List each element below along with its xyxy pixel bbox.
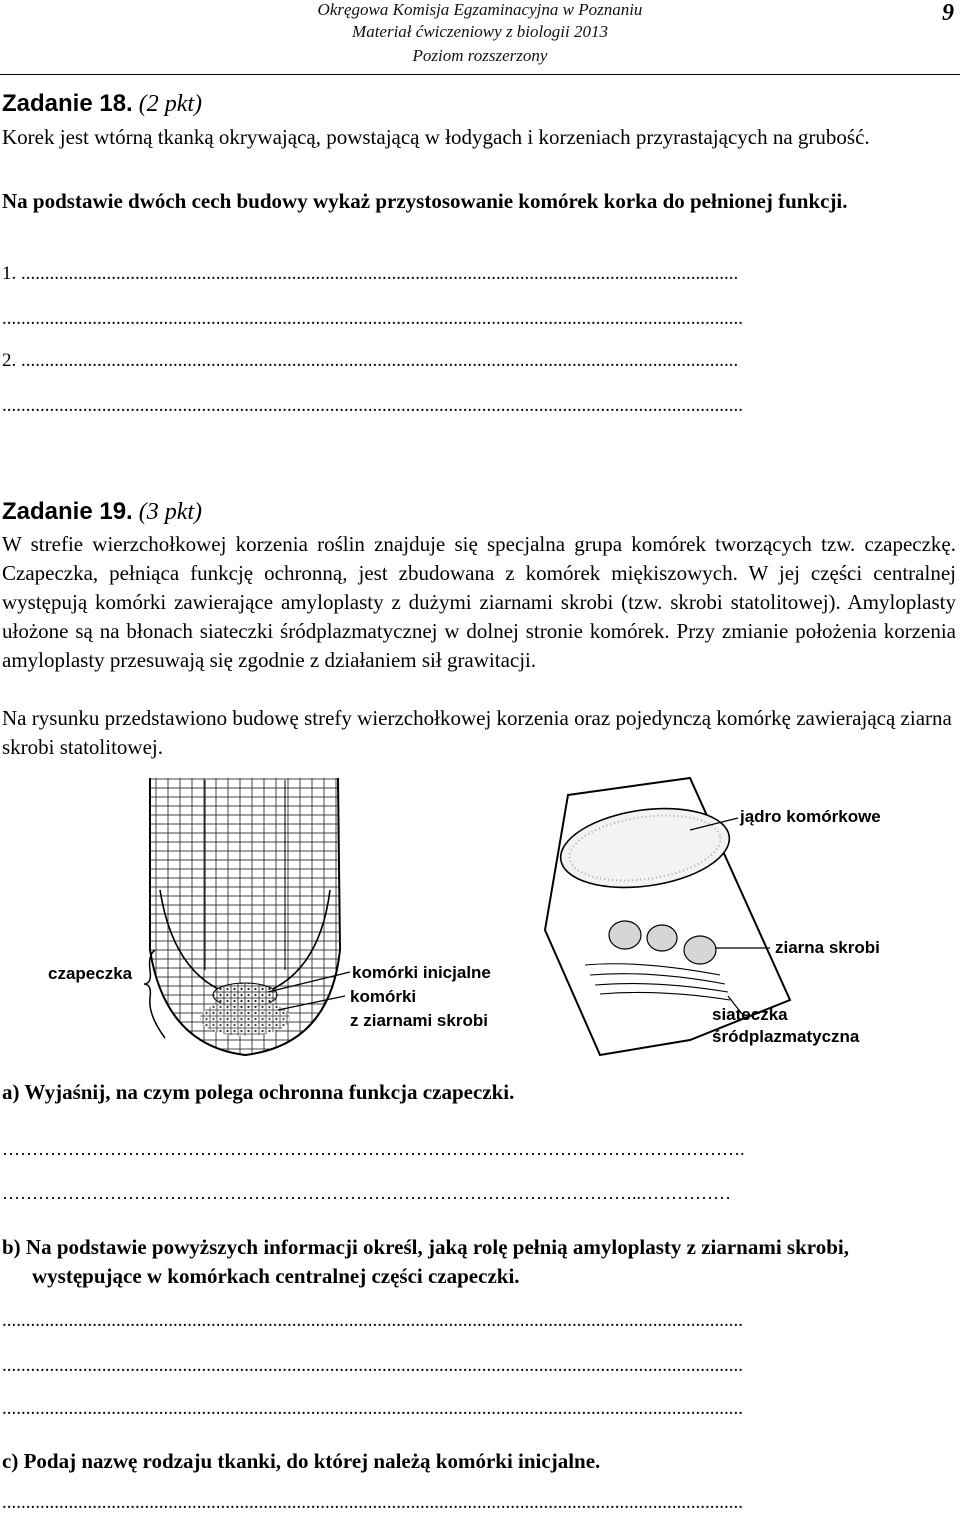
header-material: Materiał ćwiczeniowy z biologii 2013 [352,22,608,41]
task-18-command: Na podstawie dwóch cech budowy wykaż przystosowanie komórek korka do pełnionej funkcji. [2,189,848,213]
header-level: Poziom rozszerzony [412,46,548,65]
answer-a-line[interactable]: ……………………………………………………………………………………………………………. [2,1139,745,1159]
label-nucleus: jądro komórkowe [740,807,881,826]
answer-b-line[interactable]: ............................................................................................................................................................ [2,1310,743,1331]
task-18-intro: Korek jest wtórną tkanką okrywającą, powstającą w łodygach i korzeniach przyrastających na grubość. [2,125,870,149]
task-19-title: Zadanie 19. [2,498,133,525]
task-18-answer-2-cont[interactable]: ............................................................................................................................................................ [2,395,743,416]
root-tip-figure [0,770,960,1070]
label-er-2: śródplazmatyczna [712,1027,860,1046]
question-a: a) Wyjaśnij, na czym polega ochronna funkcja czapeczki. [2,1080,515,1104]
task-19-points: (3 pkt) [138,499,203,525]
task-18-heading [2,90,202,118]
label-er-1: siateczka [712,1005,788,1024]
task-18-answer-1[interactable]: 1. ....................................................................................................................................................... [2,263,739,284]
task-18-points: (2 pkt) [138,91,203,117]
starch-grain [647,925,677,951]
task-18-answer-2[interactable]: 2. ....................................................................................................................................................... [2,350,739,371]
root-tip-drawing [140,770,350,1070]
answer-b-line[interactable]: ............................................................................................................................................................ [2,1398,743,1419]
question-c: c) Podaj nazwę rodzaju tkanki, do której należą komórki inicjalne. [2,1449,601,1473]
starch-cells-region [200,1000,290,1036]
starch-grain [609,921,641,949]
page-number: 9 [942,0,954,26]
task-19-paragraph-2: Na rysunku przedstawiono budowę strefy wierzchołkowej korzenia oraz pojedynczą komórkę zawierającą ziarna skrobi statolitowej. [2,706,952,759]
answer-a-line[interactable]: ……………………………………………………………………………………………..…………… [2,1183,731,1203]
answer-b-line[interactable]: ............................................................................................................................................................ [2,1355,743,1376]
label-cap: czapeczka [48,964,133,983]
starch-grain [684,936,716,964]
task-19-heading [2,498,202,526]
header-commission: Okręgowa Komisja Egzaminacyjna w Poznaniu [317,0,643,19]
task-19-paragraph-1: W strefie wierzchołkowej korzenia roślin znajduje się specjalna grupa komórek tworzących tzw. czapeczkę. Czapeczka, pełniąca funkcję ochronną, jest zbudowana z komórek miękiszowych. W jej części centralnej występują komórki zawierające amyloplasty z dużymi ziarnami skrobi (tzw. skrobi statolitowej). Amyloplasty ułożone są na błonach siateczki śródplazmatycznej w dolnej stronie komórek. Przy zmianie położenia korzenia amyloplasty przesuwają się zgodnie z działaniem sił grawitacji. [2,532,956,672]
header-rule [0,74,960,75]
task-18-title: Zadanie 18. [2,90,133,117]
label-starch: ziarna skrobi [775,938,880,957]
label-initials: komórki inicjalne [352,963,491,982]
label-starch-cells-2: z ziarnami skrobi [350,1011,488,1030]
answer-c-line[interactable]: ............................................................................................................................................................ [2,1492,743,1513]
question-b: b) Na podstawie powyższych informacji określ, jaką rolę pełnią amyloplasty z ziarnami skrobi, występujące w komórkach centralnej części czapeczki. [2,1235,849,1288]
label-starch-cells-1: komórki [350,987,417,1006]
task-18-answer-1-cont[interactable]: ............................................................................................................................................................ [2,308,743,329]
